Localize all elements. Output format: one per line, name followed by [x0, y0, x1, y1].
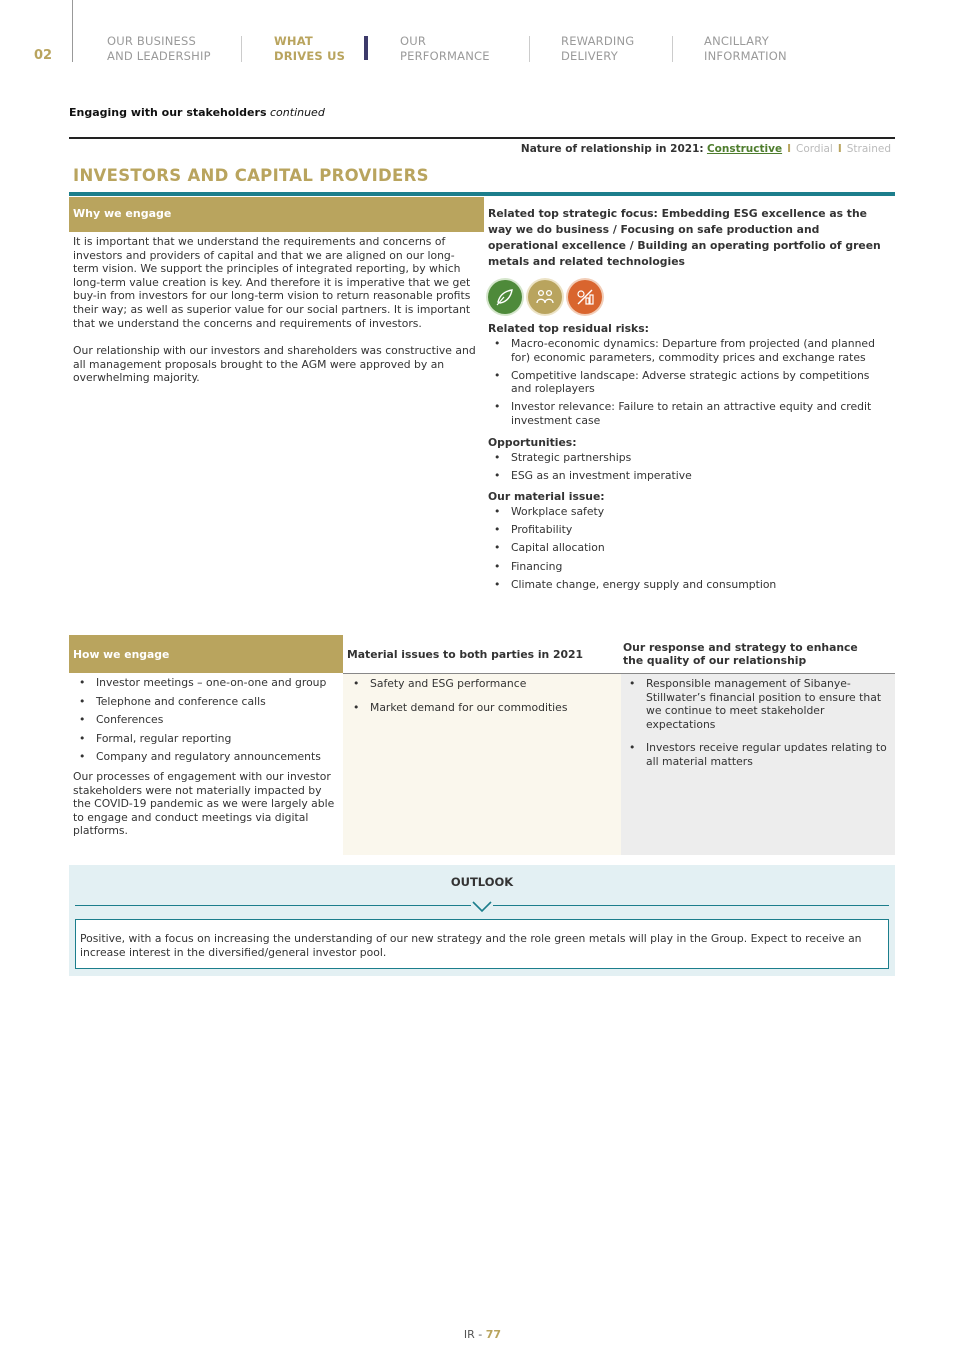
how-engage-column — [73, 676, 339, 838]
section-breadcrumb: Engaging with our stakeholders continued — [69, 106, 325, 119]
page-title: INVESTORS AND CAPITAL PROVIDERS — [73, 166, 429, 185]
list-item: • Macro-economic dynamics: Departure from projected (and planned for) economic parameters, commodity prices and exchange rates — [488, 337, 888, 364]
list-item: • Conferences — [73, 713, 339, 727]
esg-leaf-icon — [488, 280, 522, 314]
strategy-icons — [488, 280, 888, 314]
response-list — [623, 677, 887, 769]
list-item: • Investor meetings – one-on-one and group — [73, 676, 339, 690]
nav-separator — [672, 36, 673, 62]
list-item: • Responsible management of Sibanye-Stillwater’s financial position to ensure that we continue to meet stakeholder expectations — [623, 677, 887, 731]
risks-list — [488, 337, 888, 428]
why-engage-heading: Why we engage — [69, 197, 484, 232]
top-rule — [69, 137, 895, 139]
nav-ancillary-information[interactable]: ANCILLARY INFORMATION — [704, 34, 787, 63]
list-item: • Company and regulatory announcements — [73, 750, 339, 764]
how-engage-list — [73, 676, 339, 764]
chapter-number: 02 — [34, 48, 53, 63]
nav-our-business[interactable]: OUR BUSINESS AND LEADERSHIP — [107, 34, 211, 63]
opportunities-heading: Opportunities: — [488, 435, 577, 449]
nav-our-performance[interactable]: OUR PERFORMANCE — [400, 34, 490, 63]
list-item: • Strategic partnerships — [488, 451, 888, 465]
response-strategy-heading: Our response and strategy to enhance the quality of our relationship — [621, 635, 895, 673]
relationship-constructive: Constructive — [706, 143, 783, 155]
relationship-strained: Strained — [846, 143, 891, 155]
nav-separator — [529, 36, 530, 62]
nav-what-drives-us[interactable]: WHAT DRIVES US — [274, 34, 346, 63]
strategic-focus-panel — [488, 206, 888, 596]
relationship-indicator: Nature of relationship in 2021: Constructive I Cordial I Strained — [520, 143, 891, 155]
list-item: • Competitive landscape: Adverse strategic actions by competitions and roleplayers — [488, 369, 888, 396]
nav-active-marker — [364, 36, 368, 60]
how-engage-note: Our processes of engagement with our investor stakeholders were not materially impacted by the COVID-19 pandemic as we were largely able to engage and conduct meetings via digital platforms. — [73, 769, 335, 838]
material-issues-heading: Material issues to both parties in 2021 — [343, 635, 621, 673]
list-item: • Workplace safety — [488, 505, 888, 519]
header-divider — [72, 0, 73, 62]
page-footer: IR - 77 — [463, 1328, 502, 1341]
list-item: • Safety and ESG performance — [347, 677, 615, 691]
title-rule — [69, 192, 895, 196]
how-engage-heading: How we engage — [69, 635, 343, 673]
list-item: • Financing — [488, 560, 888, 574]
relationship-cordial: Cordial — [796, 143, 833, 155]
risks-heading: Related top residual risks: — [488, 322, 649, 335]
list-item: • Formal, regular reporting — [73, 732, 339, 746]
list-item: • ESG as an investment imperative — [488, 469, 888, 483]
material-issue-list — [488, 505, 888, 591]
why-engage-body: It is important that we understand the requirements and concerns of investors and providers of capital and that we are aligned on our long-term vision. We support the principles of integrated reporting, by which long-term value creation is key. And therefore it is imperative that we get buy-in from investors for our long-term vision to return reasonable profits their way; as well as superior value for our social partners. It is important that we understand the concerns and requirements of investors. Our relationship with our investors and shareholders was constructive and all management proposals brought to the AGM were approved by an overwhelming majority. — [73, 235, 476, 385]
list-item: • Investors receive regular updates relating to all material matters — [623, 741, 887, 768]
list-item: • Climate change, energy supply and consumption — [488, 578, 888, 592]
nav-separator — [241, 36, 242, 62]
strategic-focus-text: Related top strategic focus: Embedding ESG excellence as the way we do business / Focusing on safe production and operational excellence / Building an operating portfolio of green metals and related technologies — [488, 207, 881, 268]
material-issue-heading: Our material issue: — [488, 490, 605, 504]
safety-people-icon — [528, 280, 562, 314]
response-strategy-column — [621, 674, 895, 855]
page-number: 77 — [485, 1328, 502, 1341]
outlook-text: Positive, with a focus on increasing the understanding of our new strategy and the role green metals will play in the Group. Expect to receive an increase interest in the diversified/general investor pool. — [75, 919, 889, 969]
opportunities-list — [488, 451, 888, 483]
list-item: • Telephone and conference calls — [73, 695, 339, 709]
list-item: • Market demand for our commodities — [347, 701, 615, 715]
green-metals-icon — [568, 280, 602, 314]
chevron-down-icon — [471, 899, 493, 913]
outlook-title: OUTLOOK — [450, 875, 514, 889]
list-item: • Profitability — [488, 523, 888, 537]
list-item: • Investor relevance: Failure to retain an attractive equity and credit investment case — [488, 400, 888, 427]
outlook-panel — [69, 865, 895, 976]
material-issues-list — [347, 677, 615, 714]
list-item: • Capital allocation — [488, 541, 888, 555]
nav-rewarding-delivery[interactable]: REWARDING DELIVERY — [561, 34, 635, 63]
material-issues-column — [343, 674, 621, 855]
